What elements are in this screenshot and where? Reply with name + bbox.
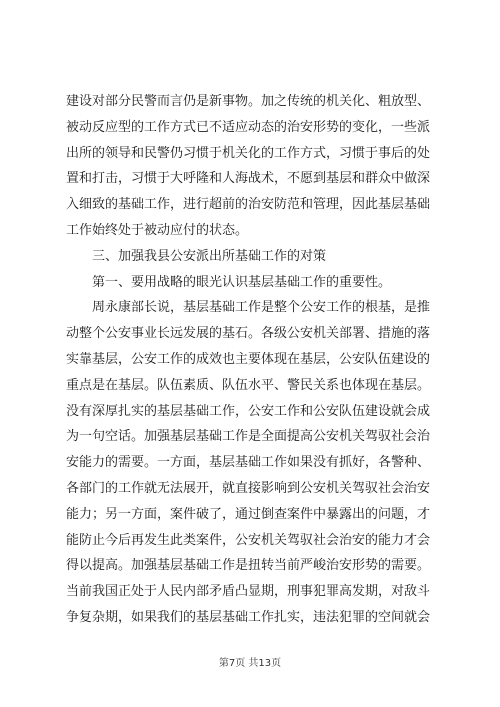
text-line: 建设对部分民警而言仍是新事物。加之传统的机关化、粗放型、: [66, 94, 431, 109]
document-body: [66, 89, 436, 631]
text-line: 出所的领导和民警仍习惯于机关化的工作方式，习惯于事后的处: [66, 145, 431, 161]
text-line: 为一句空话。加强基层基础工作是全面提高公安机关驾驭社会治: [66, 429, 431, 445]
text-line: 争复杂期，如果我们的基层基础工作扎实，违法犯罪的空间就会: [66, 609, 431, 625]
text-line: 当前我国正处于人民内部矛盾凸显期，刑事犯罪高发期，对敌斗: [66, 584, 431, 600]
text-line: 各部门的工作就无法展开，就直接影响到公安机关驾驭社会治安: [66, 480, 431, 496]
text-line: 被动反应型的工作方式已不适应动态的治安形势的变化，一些派: [66, 119, 431, 135]
page-footer: 第7页 共13页: [218, 658, 282, 669]
text-line: 置和打击，习惯于大呼隆和人海战术，不愿到基层和群众中做深: [66, 171, 431, 187]
text-line: 实靠基层，公安工作的成效也主要体现在基层，公安队伍建设的: [66, 351, 431, 367]
text-line: 工作始终处于被动应付的状态。: [66, 222, 249, 238]
text-line: 安能力的需要。一方面，基层基础工作如果没有抓好，各警种、: [66, 455, 431, 471]
text-line: 第一、要用战略的眼光认识基层基础工作的重要性。: [92, 274, 392, 290]
text-line: 能力；另一方面，案件破了，通过倒查案件中暴露出的问题，才: [66, 506, 431, 522]
text-line: 周永康部长说，基层基础工作是整个公安工作的根基，是推: [92, 300, 431, 316]
text-line: 动整个公安事业长远发展的基石。各级公安机关部署、措施的落: [66, 326, 431, 342]
text-line: 能防止今后再发生此类案件，公安机关驾驭社会治安的能力才会: [66, 532, 431, 548]
text-line: 得以提高。加强基层基础工作是扭转当前严峻治安形势的需要。: [66, 558, 431, 574]
text-line: 重点是在基层。队伍素质、队伍水平、警民关系也体现在基层。: [66, 377, 431, 393]
text-line: 没有深厚扎实的基层基础工作，公安工作和公安队伍建设就会成: [66, 403, 431, 419]
text-line: 入细致的基础工作，进行超前的治安防范和管理，因此基层基础: [66, 197, 431, 213]
text-line: 三、加强我县公安派出所基础工作的对策: [92, 248, 327, 264]
